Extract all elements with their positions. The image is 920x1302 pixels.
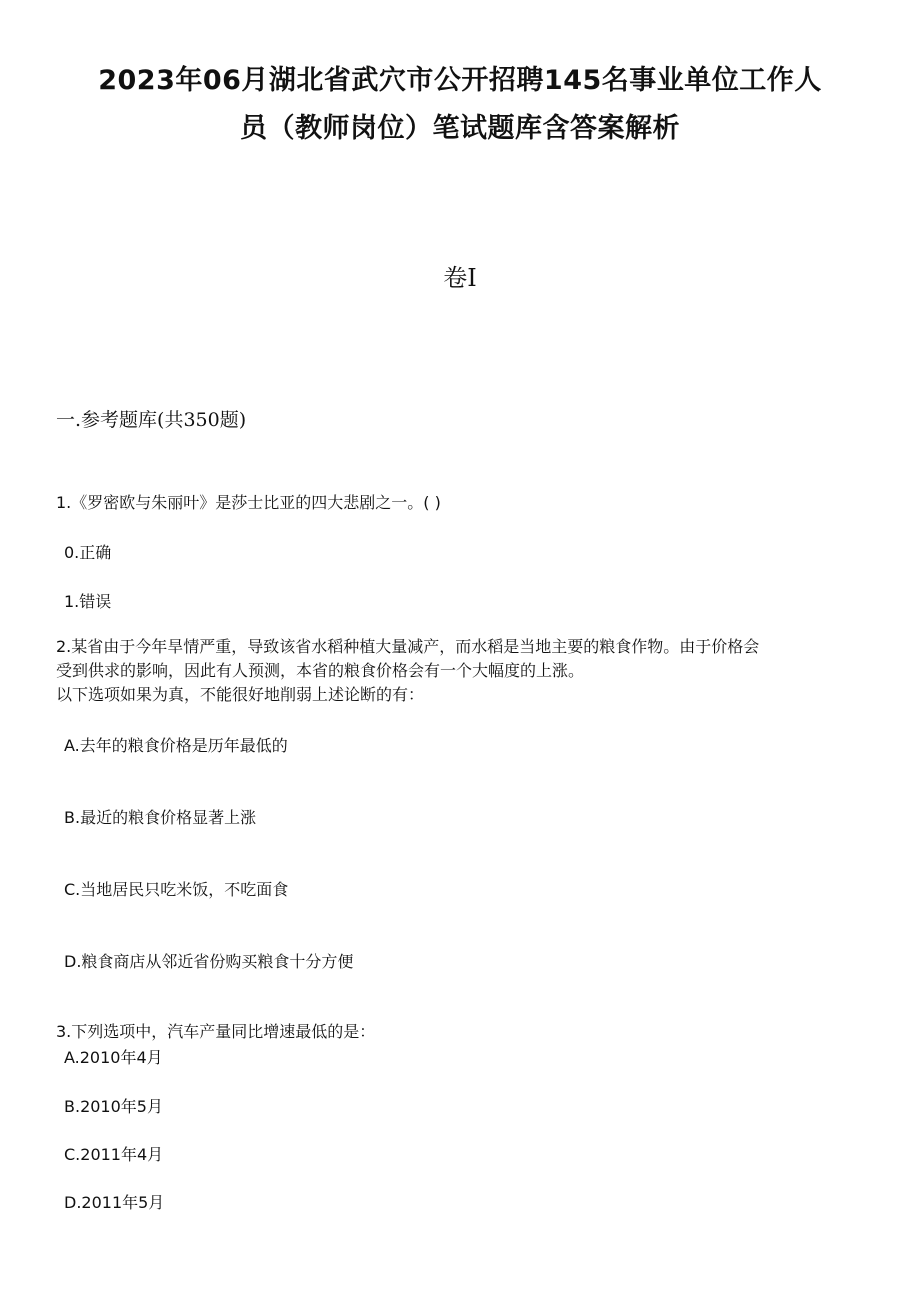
question-2-stem-line-1: 2.某省由于今年旱情严重，导致该省水稻种植大量减产，而水稻是当地主要的粮食作物。由于价格会 — [56, 637, 760, 656]
section-heading: 一.参考题库(共350题) — [56, 409, 247, 431]
document-title-line-1: 2023年06月湖北省武穴市公开招聘145名事业单位工作人 — [98, 65, 822, 96]
question-2-stem-line-3: 以下选项如果为真，不能很好地削弱上述论断的有： — [56, 685, 425, 704]
question-2-stem-line-2: 受到供求的影响，因此有人预测，本省的粮食价格会有一个大幅度的上涨。 — [56, 661, 585, 680]
question-2-option-c: C.当地居民只吃米饭，不吃面食 — [64, 880, 289, 899]
question-2-option-a: A.去年的粮食价格是历年最低的 — [64, 736, 288, 755]
question-1-option-0: 0.正确 — [64, 543, 112, 562]
question-2-option-b: B.最近的粮食价格显著上涨 — [64, 808, 257, 827]
volume-heading: 卷I — [443, 264, 477, 292]
question-3-stem: 3.下列选项中，汽车产量同比增速最低的是： — [56, 1022, 376, 1041]
question-3-option-c: C.2011年4月 — [64, 1145, 164, 1164]
question-2-option-d: D.粮食商店从邻近省份购买粮食十分方便 — [64, 952, 354, 971]
question-3-option-a: A.2010年4月 — [64, 1048, 163, 1067]
question-3-option-b: B.2010年5月 — [64, 1097, 163, 1116]
question-1-option-1: 1.错误 — [64, 592, 112, 611]
question-1-stem: 1.《罗密欧与朱丽叶》是莎士比亚的四大悲剧之一。( ) — [56, 493, 441, 512]
question-3-option-d: D.2011年5月 — [64, 1193, 165, 1212]
document-title-line-2: 员（教师岗位）笔试题库含答案解析 — [240, 113, 680, 144]
